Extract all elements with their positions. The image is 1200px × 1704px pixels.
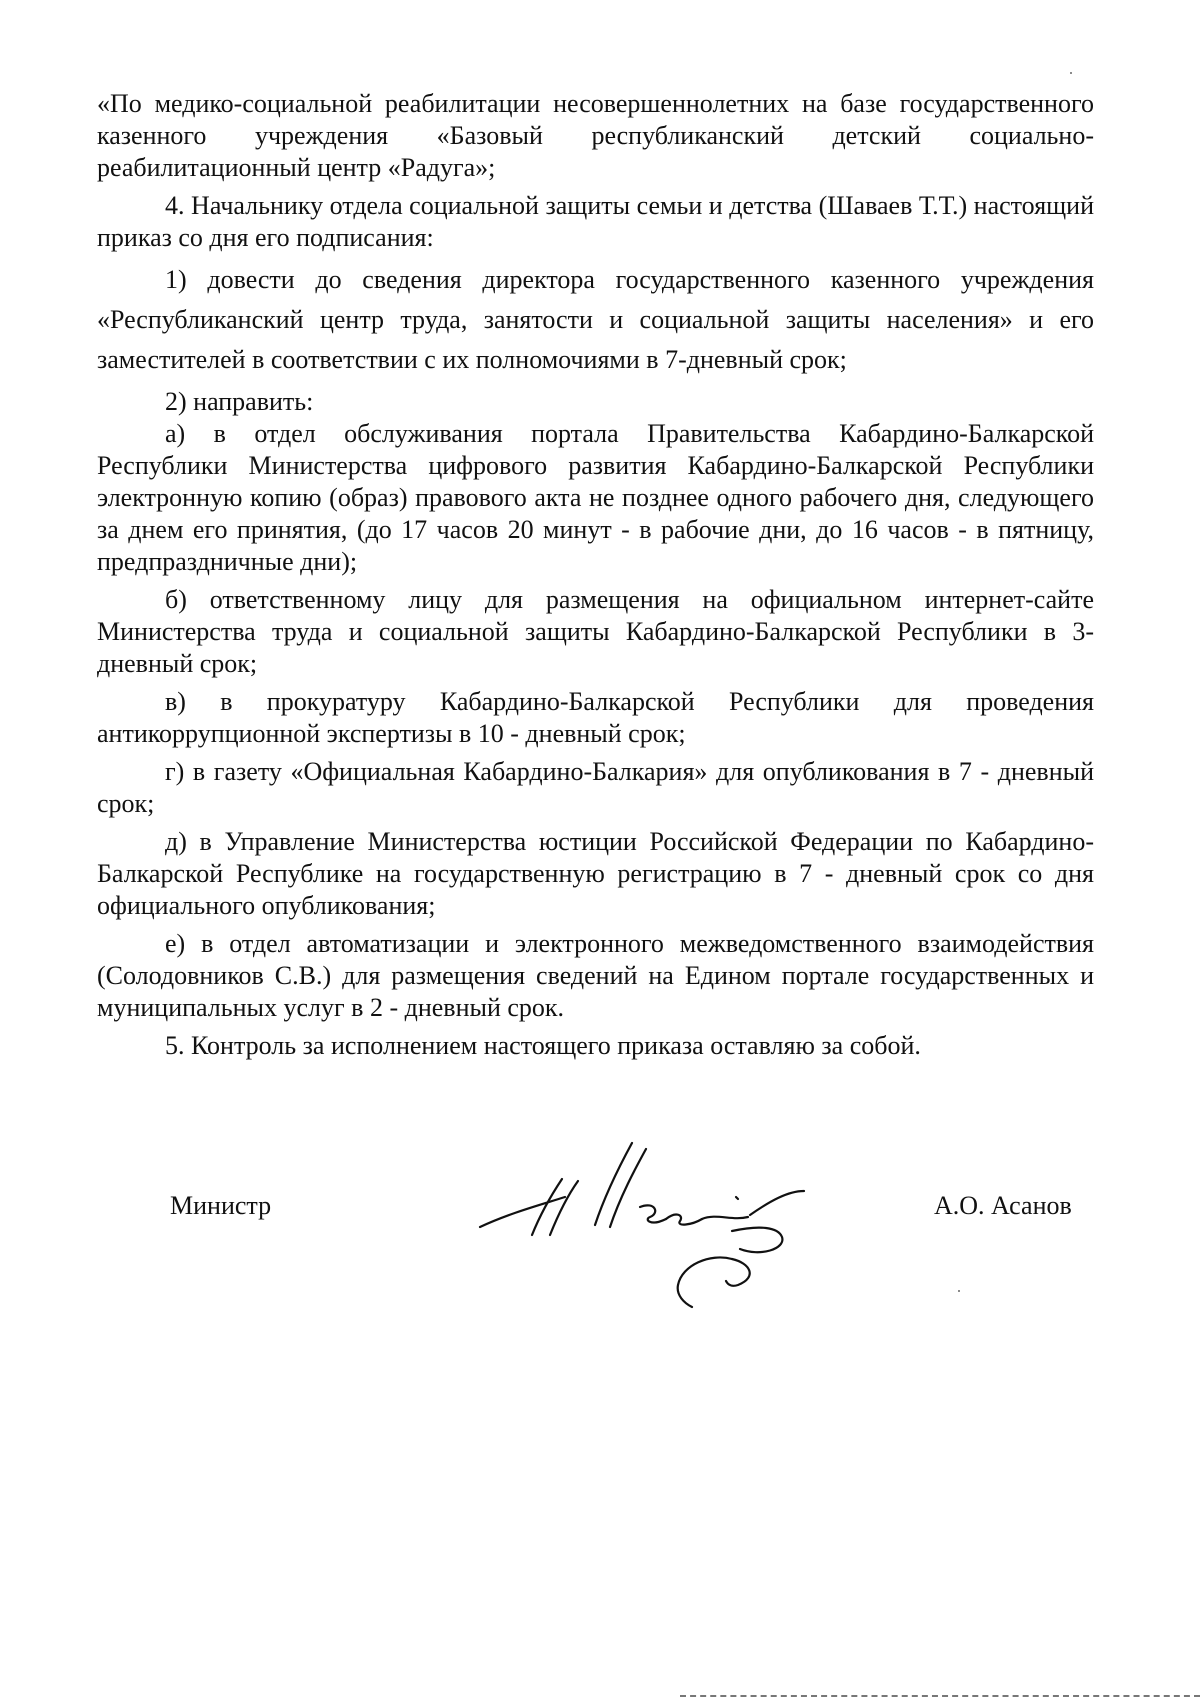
paragraph-subitem-e: е) в отдел автоматизации и электронного межведомственного взаимодействия (Солодовников С.В.) для размещения сведений на Едином портале государственных и муниципальных услуг в 2 - дневный срок. bbox=[97, 929, 1094, 1022]
paragraph-subitem-2: 2) направить: bbox=[165, 387, 314, 416]
paragraph-subitem-1: 1) довести до сведения директора государственного казенного учреждения «Республиканский центр труда, занятости и социальной защиты населения» и его заместителей в соответствии с их полномочиями в 7-дневный срок; bbox=[97, 265, 1094, 374]
scan-edge-line bbox=[680, 1695, 1200, 1699]
paragraph-subitem-g: г) в газету «Официальная Кабардино-Балкария» для опубликования в 7 - дневный срок; bbox=[97, 757, 1094, 818]
paragraph-subitem-d: д) в Управление Министерства юстиции Российской Федерации по Кабардино-Балкарской Республике на государственную регистрацию в 7 - дневный срок со дня официального опубликования; bbox=[97, 827, 1094, 920]
paragraph-item-4: 4. Начальнику отдела социальной защиты семьи и детства (Шаваев Т.Т.) настоящий приказ со дня его подписания: bbox=[97, 191, 1094, 252]
paragraph-continuation: «По медико-социальной реабилитации несовершеннолетних на базе государственного казенного учреждения «Базовый республиканский детский социально-реабилитационный центр «Радуга»; bbox=[97, 89, 1094, 182]
signatory-name: А.О. Асанов bbox=[934, 1191, 1072, 1220]
paragraph-item-5: 5. Контроль за исполнением настоящего приказа оставляю за собой. bbox=[165, 1031, 921, 1060]
signatory-role: Министр bbox=[170, 1191, 272, 1220]
paragraph-subitem-a: а) в отдел обслуживания портала Правительства Кабардино-Балкарской Республики Министерства цифрового развития Кабардино-Балкарской Республики электронную копию (образ) правового акта не позднее одного рабочего дня, следующего за днем его принятия, (до 17 часов 20 минут - в рабочие дни, до 16 часов - в пятницу, предпраздничные дни); bbox=[97, 419, 1094, 576]
handwritten-signature bbox=[470, 1135, 880, 1315]
scan-speck bbox=[1070, 72, 1072, 74]
order-body bbox=[97, 88, 1094, 1062]
paragraph-subitem-v: в) в прокуратуру Кабардино-Балкарской Республики для проведения антикоррупционной экспертизы в 10 - дневный срок; bbox=[97, 687, 1094, 748]
scan-speck bbox=[958, 1290, 960, 1292]
paragraph-subitem-b: б) ответственному лицу для размещения на официальном интернет-сайте Министерства труда и социальной защиты Кабардино-Балкарской Республики в 3-дневный срок; bbox=[97, 585, 1094, 678]
